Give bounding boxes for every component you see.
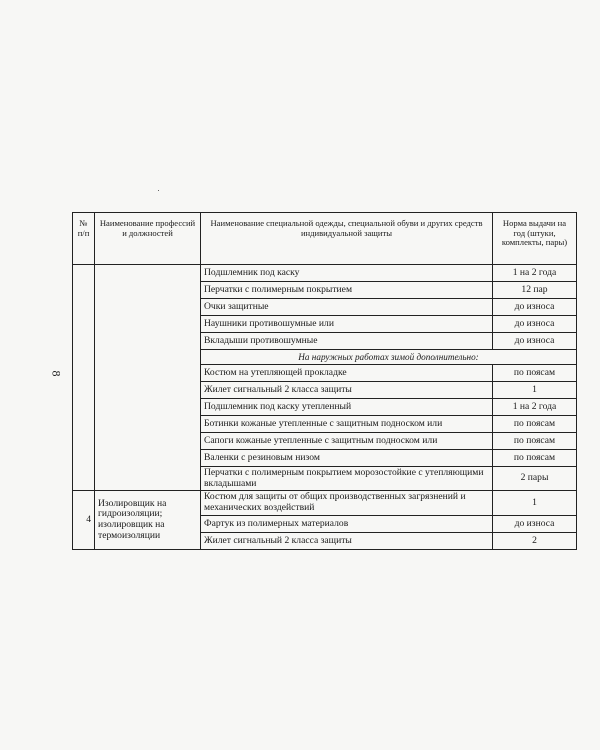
norm-cell: по поясам bbox=[493, 365, 577, 382]
item-cell: Подшлемник под каску утепленный bbox=[201, 399, 493, 416]
norm-cell: до износа bbox=[493, 299, 577, 316]
num-cell: 4 bbox=[73, 491, 95, 549]
section-note: На наружных работах зимой дополнительно: bbox=[201, 350, 577, 365]
table-row bbox=[73, 265, 577, 282]
norm-cell: 1 на 2 года bbox=[493, 265, 577, 282]
item-cell: Сапоги кожаные утепленные с защитным подноском или bbox=[201, 433, 493, 450]
norm-cell: до износа bbox=[493, 316, 577, 333]
header-item: Наименование специальной одежды, специальной обуви и других средств индивидуальной защиты bbox=[201, 213, 493, 265]
norm-cell: по поясам bbox=[493, 433, 577, 450]
item-cell: Жилет сигнальный 2 класса защиты bbox=[201, 382, 493, 399]
norm-cell: до износа bbox=[493, 333, 577, 350]
scan-speck bbox=[158, 190, 159, 191]
norm-cell: до износа bbox=[493, 515, 577, 532]
profession-cell-empty bbox=[95, 265, 201, 491]
norm-cell: 12 пар bbox=[493, 282, 577, 299]
norm-cell: 1 на 2 года bbox=[493, 399, 577, 416]
header-norm: Норма выдачи на год (штуки, комплекты, пары) bbox=[493, 213, 577, 265]
table-row bbox=[73, 491, 577, 515]
item-cell: Перчатки с полимерным покрытием морозостойкие с утепляющими вкладышами bbox=[201, 467, 493, 491]
item-cell: Валенки с резиновым низом bbox=[201, 450, 493, 467]
norm-cell: 1 bbox=[493, 491, 577, 515]
norm-cell: по поясам bbox=[493, 416, 577, 433]
profession-cell: Изолировщик на гидроизоляции; изолировщик на термоизоляции bbox=[95, 491, 201, 549]
item-cell: Очки защитные bbox=[201, 299, 493, 316]
item-cell: Жилет сигнальный 2 класса защиты bbox=[201, 532, 493, 549]
ppe-norms-table bbox=[72, 212, 577, 550]
num-cell-empty bbox=[73, 265, 95, 491]
item-cell: Перчатки с полимерным покрытием bbox=[201, 282, 493, 299]
table-header-row bbox=[73, 213, 577, 265]
norm-cell: 1 bbox=[493, 382, 577, 399]
item-cell: Фартук из полимерных материалов bbox=[201, 515, 493, 532]
item-cell: Подшлемник под каску bbox=[201, 265, 493, 282]
item-cell: Наушники противошумные или bbox=[201, 316, 493, 333]
page-number: 8 bbox=[49, 370, 64, 377]
norm-cell: 2 пары bbox=[493, 467, 577, 491]
norm-cell: по поясам bbox=[493, 450, 577, 467]
item-cell: Костюм на утепляющей прокладке bbox=[201, 365, 493, 382]
header-num: № п/п bbox=[73, 213, 95, 265]
header-profession: Наименование профессий и должностей bbox=[95, 213, 201, 265]
norm-cell: 2 bbox=[493, 532, 577, 549]
item-cell: Вкладыши противошумные bbox=[201, 333, 493, 350]
item-cell: Костюм для защиты от общих производственных загрязнений и механических воздействий bbox=[201, 491, 493, 515]
item-cell: Ботинки кожаные утепленные с защитным подноском или bbox=[201, 416, 493, 433]
